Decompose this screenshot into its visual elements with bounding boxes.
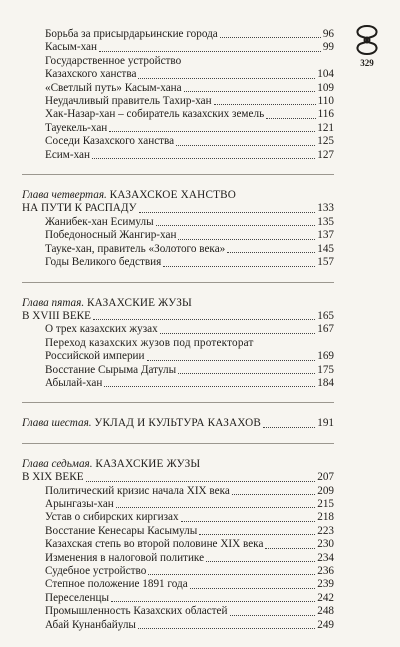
- toc-entry-title: Степное положение 1891 года: [45, 578, 188, 591]
- toc-entry: [22, 55, 334, 82]
- dot-leader: [148, 574, 315, 575]
- toc-entry-page: 248: [317, 605, 334, 618]
- toc-entry-title: НА ПУТИ К РАСПАДУ: [22, 202, 137, 215]
- toc-entry: [22, 149, 334, 162]
- toc-entry-row: [22, 417, 334, 430]
- toc-entry-title: Касым-хан: [45, 41, 97, 54]
- toc-entry: [22, 256, 334, 269]
- toc-entry-title: Восстание Кенесары Касымулы: [45, 524, 198, 537]
- toc-entry: [22, 619, 334, 632]
- toc-entry-title-line: [22, 297, 334, 310]
- chapter-label: Глава пятая.: [22, 296, 87, 309]
- dot-leader: [230, 615, 316, 616]
- toc-entry: [22, 108, 334, 121]
- dot-leader: [206, 561, 315, 562]
- dot-leader: [160, 333, 316, 334]
- toc-entry-page: 223: [317, 524, 334, 537]
- dot-leader: [138, 78, 315, 79]
- toc-entry-row: [22, 202, 334, 215]
- toc-entry-page: 239: [317, 578, 334, 591]
- dot-leader: [93, 319, 315, 320]
- toc-entry-row: [45, 243, 334, 256]
- page-number: 329: [360, 58, 374, 68]
- chapter-block: [22, 189, 334, 269]
- toc-entry-row: [45, 68, 334, 81]
- chapter-block: [22, 458, 334, 632]
- toc-entry: [22, 243, 334, 256]
- toc-entry-row: [45, 82, 334, 95]
- dot-leader: [199, 534, 315, 535]
- toc-entry-page: 116: [317, 108, 334, 121]
- toc-entry-title: Тауке-хан, правитель «Золотого века»: [45, 242, 226, 255]
- toc-entry-row: [45, 511, 334, 524]
- toc-entry-row: [45, 605, 334, 618]
- toc-entry: [22, 216, 334, 229]
- toc-entry: [22, 485, 334, 498]
- toc-entry-row: [45, 538, 334, 551]
- toc-entry-page: 169: [317, 350, 334, 363]
- dot-leader: [156, 225, 316, 226]
- toc-entry-page: 135: [317, 215, 334, 228]
- dot-leader: [220, 37, 321, 38]
- toc-entry-page: 109: [317, 81, 334, 94]
- dot-leader: [214, 104, 316, 105]
- toc-entry-title: Казахская степь во второй половине XIX века: [45, 538, 264, 551]
- toc-entry-title: Устав о сибирских киргизах: [45, 511, 179, 524]
- toc-entry-row: [45, 95, 334, 108]
- toc-entry-title: КАЗАХСКИЕ ЖУЗЫ: [95, 457, 201, 470]
- toc-entry-row: [45, 323, 334, 336]
- toc-entry: [22, 565, 334, 578]
- toc-entry: [22, 41, 334, 54]
- toc-entry: [22, 323, 334, 336]
- section-divider: [22, 174, 334, 175]
- section-divider: [22, 443, 334, 444]
- toc-entry-page: 96: [322, 28, 334, 40]
- toc-entry-title: Переселенцы: [45, 591, 109, 604]
- toc-entry-row: [45, 525, 334, 538]
- toc-entry-page: 125: [317, 135, 334, 148]
- toc-entry-title: Соседи Казахского ханства: [45, 135, 175, 148]
- ornament-icon: [352, 24, 382, 56]
- dot-leader: [263, 427, 315, 428]
- dot-leader: [92, 158, 315, 159]
- toc-entry-title-line: [45, 337, 334, 350]
- dot-leader: [227, 252, 315, 253]
- dot-leader: [181, 521, 316, 522]
- dot-leader: [232, 494, 315, 495]
- toc-entry-title: «Светлый путь» Касым-хана: [45, 81, 182, 94]
- toc-entry-page: 249: [317, 618, 334, 631]
- toc-entry-page: 110: [317, 95, 334, 108]
- dot-leader: [190, 588, 316, 589]
- toc-entry-row: [45, 377, 334, 390]
- toc-entry-page: 145: [317, 242, 334, 255]
- toc-entry: [22, 229, 334, 242]
- toc-entry: [22, 605, 334, 618]
- toc-entry: [22, 592, 334, 605]
- toc-entry-title-line: [22, 458, 334, 471]
- toc-entry-title: В XVIII ВЕКЕ: [22, 309, 91, 322]
- toc-entry-row: [22, 471, 334, 484]
- toc-entry-row: [45, 592, 334, 605]
- dot-leader: [163, 266, 315, 267]
- toc-entry-page: 191: [317, 417, 334, 430]
- toc-entry-title: Переход казахских жузов под протекторат: [45, 336, 254, 349]
- toc-entry: [22, 364, 334, 377]
- toc-entry: [22, 417, 334, 430]
- toc-entry-page: 165: [317, 309, 334, 322]
- dot-leader: [111, 601, 315, 602]
- toc-entry-title-line: [45, 55, 334, 68]
- toc-entry: [22, 28, 334, 41]
- dot-leader: [99, 51, 321, 52]
- chapter-label: Глава седьмая.: [22, 457, 96, 470]
- dot-leader: [138, 628, 315, 629]
- toc-entry-page: 184: [317, 376, 334, 389]
- toc-entry: [22, 122, 334, 135]
- dot-leader: [265, 548, 315, 549]
- toc-entry-row: [45, 41, 334, 54]
- toc-entry-title: Жанибек-хан Есимулы: [45, 215, 154, 228]
- dot-leader: [184, 91, 316, 92]
- dot-leader: [147, 360, 316, 361]
- toc-entry-row: [45, 135, 334, 148]
- toc-entry: [22, 82, 334, 95]
- toc-entry-page: 133: [317, 202, 334, 215]
- toc-entry-row: [45, 565, 334, 578]
- toc-entry-title-line: [22, 189, 334, 202]
- dot-leader: [178, 239, 315, 240]
- toc-entry-page: 167: [317, 323, 334, 336]
- chapter-name: УКЛАД И КУЛЬТУРА КАЗАХОВ: [94, 417, 262, 430]
- toc-entry-row: [45, 122, 334, 135]
- toc-entry-title: Борьба за присырдарьинские города: [45, 28, 218, 40]
- toc-entry-page: 121: [317, 121, 334, 134]
- toc-entry-title: Тауекель-хан: [45, 121, 108, 134]
- toc-entry-title: Абай Кунанбайулы: [45, 618, 136, 631]
- dot-leader: [178, 373, 315, 374]
- dot-leader: [104, 386, 315, 387]
- toc-entry: [22, 578, 334, 591]
- toc-entry-row: [45, 216, 334, 229]
- dot-leader: [139, 212, 316, 213]
- toc-entry-row: [45, 350, 334, 363]
- toc-entry-page: 99: [322, 41, 334, 54]
- toc-entry-title: КАЗАХСКОЕ ХАНСТВО: [109, 189, 237, 202]
- toc-entry-page: 104: [317, 68, 334, 81]
- toc-entry: [22, 511, 334, 524]
- toc-entry: [22, 297, 334, 324]
- chapter-label: Глава шестая.: [22, 417, 95, 430]
- toc-entry: [22, 498, 334, 511]
- toc-entry-title: Судебное устройство: [45, 565, 147, 577]
- toc-entry-page: 236: [317, 565, 334, 577]
- toc-entry-title: О трех казахских жузах: [45, 323, 158, 336]
- toc-entry-page: 175: [317, 363, 334, 376]
- table-of-contents: [22, 28, 334, 632]
- section-divider: [22, 402, 334, 403]
- toc-entry-title: Российской империи: [45, 350, 145, 363]
- toc-entry-page: 137: [317, 229, 334, 242]
- chapter-label: Глава четвертая.: [22, 189, 110, 202]
- toc-entry-row: [45, 578, 334, 591]
- toc-entry-page: 215: [317, 497, 334, 510]
- dot-leader: [266, 118, 315, 119]
- toc-entry: [22, 525, 334, 538]
- toc-entry: [22, 552, 334, 565]
- toc-entry-page: 157: [317, 256, 334, 269]
- toc-entry: [22, 377, 334, 390]
- toc-entry: [22, 95, 334, 108]
- toc-entry-title: Казахского ханства: [45, 68, 137, 81]
- toc-entry-title: Есим-хан: [45, 148, 90, 161]
- toc-entry-row: [45, 108, 334, 121]
- toc-entry-row: [45, 364, 334, 377]
- toc-entry-row: [22, 310, 334, 323]
- chapter-block: [22, 417, 334, 430]
- toc-entry-page: 230: [317, 538, 334, 551]
- section-divider: [22, 282, 334, 283]
- toc-entry-title: Арынгазы-хан: [45, 497, 114, 510]
- toc-entry-page: 127: [317, 148, 334, 161]
- toc-entry-title: Годы Великого бедствия: [45, 256, 162, 269]
- toc-entry: [22, 458, 334, 485]
- dot-leader: [116, 507, 315, 508]
- toc-entry-row: [45, 619, 334, 632]
- toc-entry-title: Абылай-хан: [45, 376, 103, 389]
- toc-entry: [22, 538, 334, 551]
- toc-entry-page: 218: [317, 511, 334, 524]
- toc-entry-row: [45, 485, 334, 498]
- toc-entry-row: [45, 256, 334, 269]
- toc-entry-row: [45, 149, 334, 162]
- chapter-block: [22, 297, 334, 391]
- toc-entry-page: 209: [317, 484, 334, 497]
- dot-leader: [176, 145, 315, 146]
- toc-entry-title: [22, 417, 261, 430]
- toc-entry-title: В XIX ВЕКЕ: [22, 471, 84, 484]
- toc-entry-page: 234: [317, 551, 334, 564]
- toc-entry-title: Изменения в налоговой политике: [45, 551, 205, 564]
- toc-entry-row: [45, 28, 334, 41]
- toc-entry: [22, 337, 334, 364]
- dot-leader: [86, 481, 316, 482]
- toc-entry-title: Неудачливый правитель Тахир-хан: [45, 95, 212, 108]
- toc-entry-page: 242: [317, 591, 334, 604]
- toc-entry-title: Хак-Назар-хан – собиратель казахских земель: [45, 108, 265, 121]
- toc-entry-title: Промышленность Казахских областей: [45, 605, 228, 618]
- toc-entry: [22, 135, 334, 148]
- toc-entry-title: Политический кризис начала XIX века: [45, 484, 230, 497]
- toc-entry-page: 207: [317, 471, 334, 484]
- toc-entry-title: Победоносный Жангир-хан: [45, 229, 177, 242]
- toc-entry: [22, 189, 334, 216]
- toc-entry-row: [45, 552, 334, 565]
- toc-entry-title: Государственное устройство: [45, 54, 182, 67]
- toc-entry-row: [45, 498, 334, 511]
- dot-leader: [109, 131, 315, 132]
- toc-entry-row: [45, 229, 334, 242]
- intro-section: [22, 28, 334, 162]
- toc-entry-title: Восстание Сырыма Датулы: [45, 363, 177, 376]
- toc-entry-title: КАЗАХСКИЕ ЖУЗЫ: [86, 296, 192, 309]
- chapters: [22, 174, 334, 632]
